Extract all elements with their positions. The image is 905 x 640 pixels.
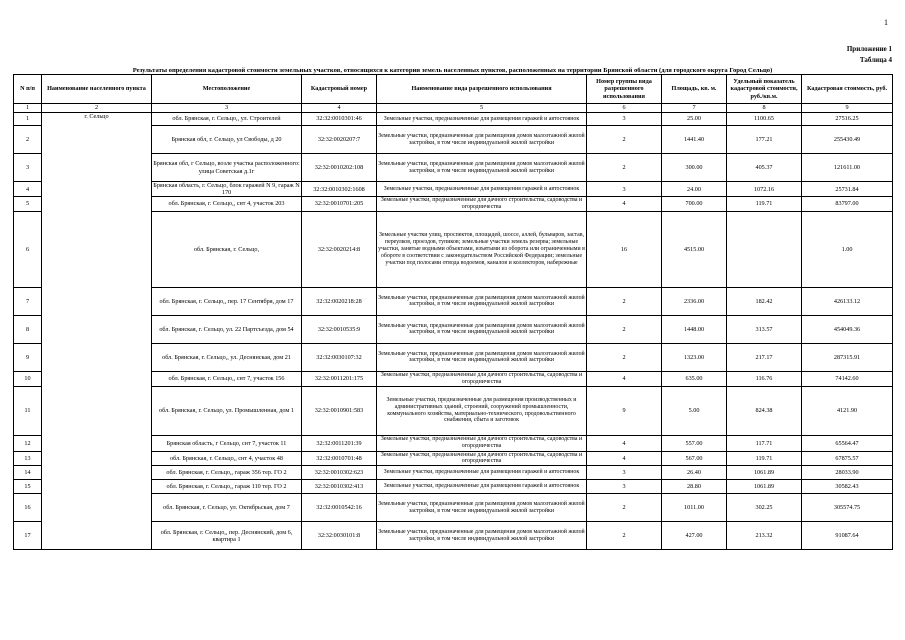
- cell-upk: 302.25: [727, 494, 802, 522]
- cell-cost: 27516.25: [802, 113, 893, 126]
- cell-area: 28.80: [662, 480, 727, 494]
- cell-cost: 65564.47: [802, 435, 893, 451]
- column-header: Удельный показатель кадастровой стоимости, руб./кв.м.: [727, 75, 802, 104]
- cell-grp: 2: [587, 126, 662, 154]
- cell-use: Земельные участки, предназначенные для размещения домов малоэтажной жилой застройки, в том числе индивидуальной жилой застройки: [377, 494, 587, 522]
- cell-loc: обл. Брянская, г. Сельцо,, ул. Деснянская, дом 21: [152, 343, 302, 371]
- cell-upk: 1061.89: [727, 466, 802, 480]
- cell-loc: обл. Брянская, г. Сельцо,, гараж 356 тер. ГО 2: [152, 466, 302, 480]
- cell-grp: 4: [587, 197, 662, 212]
- cell-n: 8: [14, 315, 42, 343]
- cell-use: Земельные участки, предназначенные для размещения производственных и административных зданий, строений, сооружений промышленности, коммунального хозяйства, материально-технического, продовольственного снабжения, сбыта и заготовок: [377, 386, 587, 435]
- column-number: 8: [727, 104, 802, 113]
- cell-cad: 32:32:0010302:1608: [302, 182, 377, 197]
- cell-area: 24.00: [662, 182, 727, 197]
- cell-area: 427.00: [662, 522, 727, 550]
- cell-cost: 1.00: [802, 211, 893, 287]
- cell-use: Земельные участки, предназначенные для размещения домов малоэтажной жилой застройки, в том числе индивидуальной жилой застройки: [377, 154, 587, 182]
- cell-n: 10: [14, 371, 42, 386]
- document-title: Результаты определения кадастровой стоимости земельных участков, относящихся к категории земель населенных пунктов, расположенных на территории Брянской области (для городского округа Город Сельцо): [132, 67, 773, 74]
- column-header: Площадь, кв. м.: [662, 75, 727, 104]
- cell-cad: 32:32:0010535:9: [302, 315, 377, 343]
- cell-use: Земельные участки, предназначенные для дачного строительства, садоводства и огородничества: [377, 451, 587, 466]
- cell-cost: 426133.12: [802, 287, 893, 315]
- settlement-cell: г. Сельцо: [42, 113, 152, 550]
- cell-upk: 182.42: [727, 287, 802, 315]
- cell-cost: 255430.49: [802, 126, 893, 154]
- cell-use: Земельные участки, предназначенные для дачного строительства, садоводства и огородничества: [377, 197, 587, 212]
- cell-grp: 16: [587, 211, 662, 287]
- cell-n: 12: [14, 435, 42, 451]
- cell-use: Земельные участки, предназначенные для дачного строительства, садоводства и огородничества: [377, 435, 587, 451]
- column-number: 3: [152, 104, 302, 113]
- cell-use: Земельные участки улиц, проспектов, площадей, шоссе, аллей, бульваров, застав, переулков, проездов, тупиков; земельные участки земель резерва; земельные участки, занятые водными объектами, изъятыми из оборота или ограниченными в обороте в соответствии с законодательством Российской Федерации; земельные участки под полосами отвода водоемов, каналов и коллекторов, набережные: [377, 211, 587, 287]
- cell-cad: 32:32:0010701:48: [302, 451, 377, 466]
- cell-loc: Брянская область, г Сельцо, снт 7, участок 11: [152, 435, 302, 451]
- cell-loc: обл. Брянская, г. Сельцо,, пер. 17 Сентября, дом 17: [152, 287, 302, 315]
- cell-cost: 287315.91: [802, 343, 893, 371]
- column-number: 1: [14, 104, 42, 113]
- cell-area: 1448.00: [662, 315, 727, 343]
- cell-cad: 32:32:0030101:8: [302, 522, 377, 550]
- cell-loc: Брянская обл, г Сельцо, возле участка расположенного: улица Советская д.1г: [152, 154, 302, 182]
- cell-cad: 32:32:0011201:175: [302, 371, 377, 386]
- cell-cost: 28033.90: [802, 466, 893, 480]
- cell-use: Земельные участки, предназначенные для размещения домов малоэтажной жилой застройки, в том числе индивидуальной жилой застройки: [377, 343, 587, 371]
- cell-grp: 3: [587, 182, 662, 197]
- column-header: Кадастровая стоимость, руб.: [802, 75, 893, 104]
- cell-n: 4: [14, 182, 42, 197]
- cell-area: 557.00: [662, 435, 727, 451]
- cell-upk: 177.21: [727, 126, 802, 154]
- cell-cost: 25731.84: [802, 182, 893, 197]
- column-number: 4: [302, 104, 377, 113]
- cadastral-value-table: [13, 74, 893, 550]
- appendix-label: Приложение 1: [846, 45, 892, 53]
- column-number: 5: [377, 104, 587, 113]
- cell-upk: 1061.89: [727, 480, 802, 494]
- cell-upk: 119.71: [727, 197, 802, 212]
- cell-upk: 117.71: [727, 435, 802, 451]
- cell-grp: 3: [587, 466, 662, 480]
- column-number: 7: [662, 104, 727, 113]
- cell-area: 26.40: [662, 466, 727, 480]
- cell-area: 1441.40: [662, 126, 727, 154]
- cell-n: 15: [14, 480, 42, 494]
- cell-n: 9: [14, 343, 42, 371]
- cell-upk: 1100.65: [727, 113, 802, 126]
- cell-n: 13: [14, 451, 42, 466]
- cell-grp: 4: [587, 371, 662, 386]
- cell-loc: обл. Брянская, г. Сельцо,, пер. Деснянский, дом 6, квартира 1: [152, 522, 302, 550]
- cell-cost: 91087.64: [802, 522, 893, 550]
- cell-area: 4515.00: [662, 211, 727, 287]
- column-header: Номер группы вида разрешенного использования: [587, 75, 662, 104]
- cell-cost: 454049.36: [802, 315, 893, 343]
- cell-use: Земельные участки, предназначенные для размещения гаражей и автостоянок: [377, 466, 587, 480]
- cell-cad: 32:32:0010302:413: [302, 480, 377, 494]
- column-number: 2: [42, 104, 152, 113]
- cell-loc: Брянская обл, г. Сельцо, ул Свободы, д 20: [152, 126, 302, 154]
- cell-upk: 213.32: [727, 522, 802, 550]
- cell-upk: 313.57: [727, 315, 802, 343]
- cell-upk: [727, 211, 802, 287]
- cell-n: 7: [14, 287, 42, 315]
- cell-grp: 9: [587, 386, 662, 435]
- cell-cad: 32:32:0020218:28: [302, 287, 377, 315]
- table-row: [14, 113, 893, 126]
- page-number: 1: [884, 18, 888, 27]
- column-number: 9: [802, 104, 893, 113]
- cell-loc: обл. Брянская, г. Сельцо, ул. Промышленная, дом 1: [152, 386, 302, 435]
- column-header: Местоположение: [152, 75, 302, 104]
- cell-loc: обл. Брянская, г. Сельцо,, гараж 110 тер. ГО 2: [152, 480, 302, 494]
- cell-loc: обл. Брянская, г. Сельцо, ул. 22 Партсъезда, дом 54: [152, 315, 302, 343]
- cell-use: Земельные участки, предназначенные для размещения домов малоэтажной жилой застройки, в том числе индивидуальной жилой застройки: [377, 315, 587, 343]
- cell-loc: обл. Брянская, г. Сельцо,: [152, 211, 302, 287]
- cell-use: Земельные участки, предназначенные для размещения домов малоэтажной жилой застройки, в том числе индивидуальной жилой застройки: [377, 126, 587, 154]
- cell-n: 1: [14, 113, 42, 126]
- column-header: Наименование вида разрешенного использования: [377, 75, 587, 104]
- cell-cad: 32:32:0020207:7: [302, 126, 377, 154]
- header-row: [14, 75, 893, 104]
- cell-n: 11: [14, 386, 42, 435]
- cell-grp: 2: [587, 343, 662, 371]
- cell-area: 2336.00: [662, 287, 727, 315]
- cell-loc: обл. Брянская, г. Сельцо,, снт 4, участок 203: [152, 197, 302, 212]
- cell-grp: 2: [587, 154, 662, 182]
- cell-n: 2: [14, 126, 42, 154]
- cell-grp: 2: [587, 522, 662, 550]
- cell-cost: 83797.00: [802, 197, 893, 212]
- cell-cad: 32:32:0010901:583: [302, 386, 377, 435]
- cell-cad: 32:32:0010302:623: [302, 466, 377, 480]
- cell-n: 17: [14, 522, 42, 550]
- cell-cad: 32:32:0030107:32: [302, 343, 377, 371]
- cell-cad: 32:32:0010542:16: [302, 494, 377, 522]
- cell-cost: 67875.57: [802, 451, 893, 466]
- cell-use: Земельные участки, предназначенные для размещения гаражей и автостоянок: [377, 480, 587, 494]
- cell-n: 16: [14, 494, 42, 522]
- cell-area: 5.00: [662, 386, 727, 435]
- cell-grp: 2: [587, 287, 662, 315]
- cell-loc: обл. Брянская, г. Сельцо,, снт 7, участок 156: [152, 371, 302, 386]
- cell-n: 14: [14, 466, 42, 480]
- cell-n: 3: [14, 154, 42, 182]
- cell-loc: Брянская область, г. Сельцо, блок гаражей N 9, гараж N 170: [153, 182, 300, 197]
- cell-loc: обл. Брянская, г. Сельцо,, снт 4, участок 48: [152, 451, 302, 466]
- cell-upk: 405.37: [727, 154, 802, 182]
- cell-loc: обл. Брянская, г. Сельцо,, ул. Строителей: [152, 113, 302, 126]
- cell-use: Земельные участки, предназначенные для размещения домов малоэтажной жилой застройки, в том числе индивидуальной жилой застройки: [377, 287, 587, 315]
- cell-cost: 4121.90: [802, 386, 893, 435]
- cell-grp: 2: [587, 315, 662, 343]
- cell-cad: 32:32:0010701:205: [302, 197, 377, 212]
- cell-use: Земельные участки, предназначенные для размещения гаражей и автостоянок: [377, 182, 587, 197]
- cell-upk: 1072.16: [727, 182, 802, 197]
- cell-grp: 2: [587, 494, 662, 522]
- cell-n: 6: [14, 211, 42, 287]
- column-header: N п/п: [14, 75, 42, 104]
- table-body: [14, 104, 893, 550]
- cell-grp: 3: [587, 480, 662, 494]
- cell-cost: 121611.00: [802, 154, 893, 182]
- cell-n: 5: [14, 197, 42, 212]
- cell-use: Земельные участки, предназначенные для размещения гаражей и автостоянок: [377, 113, 587, 126]
- cell-area: 1011.00: [662, 494, 727, 522]
- cell-upk: 119.71: [727, 451, 802, 466]
- cell-cad: 32:32:0010301:46: [302, 113, 377, 126]
- cell-area: 300.00: [662, 154, 727, 182]
- cell-area: 25.00: [662, 113, 727, 126]
- cell-area: 700.00: [662, 197, 727, 212]
- cell-cad: 32:32:0011201:39: [302, 435, 377, 451]
- cell-grp: 4: [587, 451, 662, 466]
- cell-use: Земельные участки, предназначенные для размещения домов малоэтажной жилой застройки, в том числе индивидуальной жилой застройки: [377, 522, 587, 550]
- cell-cost: 74142.60: [802, 371, 893, 386]
- cell-area: 635.00: [662, 371, 727, 386]
- cell-use: Земельные участки, предназначенные для дачного строительства, садоводства и огородничества: [377, 371, 587, 386]
- column-header: Наименование населенного пункта: [42, 75, 152, 104]
- cell-upk: 116.76: [727, 371, 802, 386]
- table-label: Таблица 4: [859, 56, 892, 64]
- column-header: Кадастровый номер: [302, 75, 377, 104]
- cell-loc: обл. Брянская, г. Сельцо, ул. Октябрьская, дом 7: [152, 494, 302, 522]
- cell-grp: 3: [587, 113, 662, 126]
- cell-area: 1323.00: [662, 343, 727, 371]
- cell-cad: 32:32:0020214:8: [302, 211, 377, 287]
- cell-grp: 4: [587, 435, 662, 451]
- cell-upk: 217.17: [727, 343, 802, 371]
- cell-cost: 305574.75: [802, 494, 893, 522]
- column-number: 6: [587, 104, 662, 113]
- cell-cost: 30582.43: [802, 480, 893, 494]
- column-number-row: [14, 104, 893, 113]
- cell-area: 567.00: [662, 451, 727, 466]
- cell-cad: 32:32:0010202:108: [302, 154, 377, 182]
- cell-upk: 824.38: [727, 386, 802, 435]
